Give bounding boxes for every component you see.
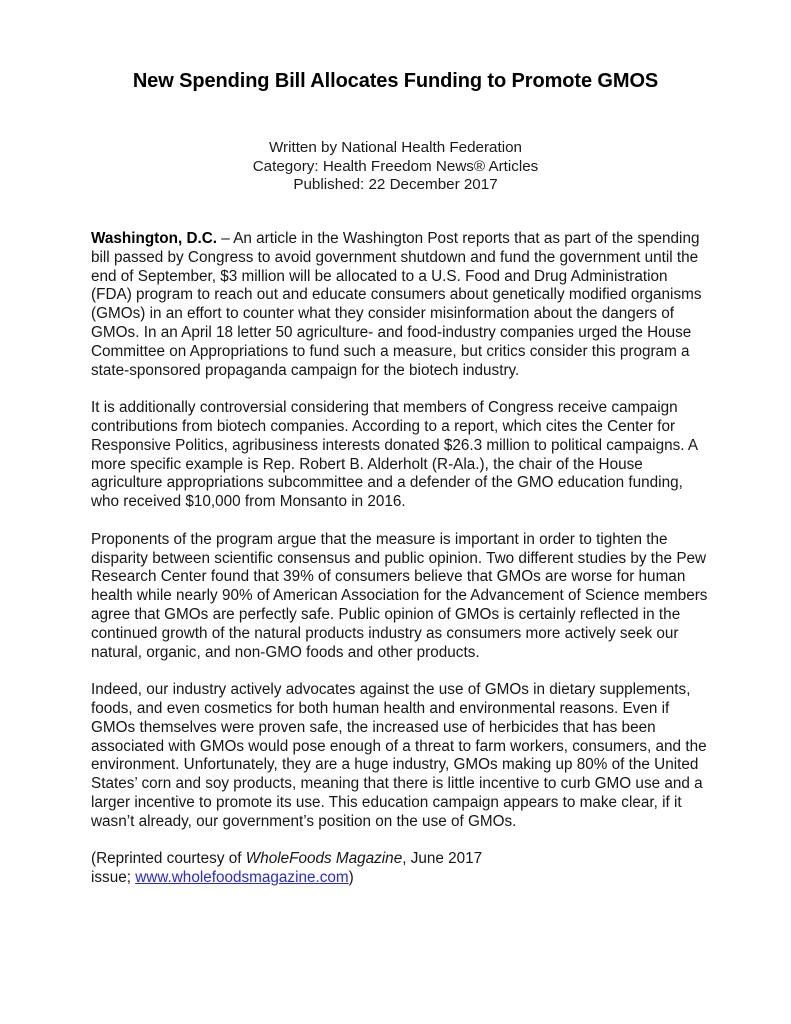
article-body [91,230,709,907]
article-meta [0,139,791,195]
published-date: Published: 22 December 2017 [293,176,498,193]
dateline: Washington, D.C. [91,230,218,247]
paragraph-1 [91,230,709,380]
magazine-link[interactable]: www.wholefoodsmagazine.com [135,869,349,887]
paragraph-4: Indeed, our industry actively advocates against the use of GMOs in dietary supplements, foods, and even cosmetics for both human health and environmental reasons. Even if GMOs themselves were proven safe, the increased use of herbicides that has been associated with GMOs would pose enough of a threat to farm workers, consumers, and the environment. Unfortunately, they are a huge industry, GMOs making up 80% of the United States’ corn and soy products, meaning that there is little incentive to curb GMO use and a larger incentive to promote its use. This education campaign appears to make clear, if it wasn’t already, our government’s position on the use of GMOs. [91,681,707,830]
paragraph-2: It is additionally controversial considering that members of Congress receive campaign contributions from biotech companies. According to a report, which cites the Center for Responsive Politics, agribusiness interests donated $26.3 million to political campaigns. A more specific example is Rep. Robert B. Alderholt (R-Ala.), the chair of the House agriculture appropriations subcommittee and a defender of the GMO education funding, who received $10,000 from Monsanto in 2016. [91,399,698,511]
paragraph-3: Proponents of the program argue that the measure is important in order to tighten the disparity between scientific consensus and public opinion. Two different studies by the Pew Research Center found that 39% of consumers believe that GMOs are worse for human health while nearly 90% of American Association for the Advancement of Science members agree that GMOs are perfectly safe. Public opinion of GMOs is certainly reflected in the continued growth of the natural products industry as consumers more actively seek our natural, organic, and non-GMO foods and other products. [91,530,708,661]
article-title: New Spending Bill Allocates Funding to Promote GMOS [132,70,659,92]
reprint-credit: (Reprinted courtesy of WholeFoods Magazine, June 2017 issue; www.wholefoodsmagazine.com) [91,850,483,887]
category-value: Health Freedom News® Articles [322,157,539,175]
magazine-name: WholeFoods Magazine [245,850,403,868]
category-line [0,158,791,177]
paragraph-1-text: – An article in the Washington Post reports that as part of the spending bill passed by Congress to avoid government shutdown and fund the government until the end of September, $3 million will be allocated to a U.S. Food and Drug Administration (FDA) program to reach out and educate consumers about genetically modified organisms (GMOs) in an effort to counter what they consider misinformation about the dangers of GMOs. In an April 18 letter 50 agriculture- and food-industry companies urged the House Committee on Appropriations to fund such a measure, but critics consider this program a state-sponsored propaganda campaign for the biotech industry. [91,230,702,379]
category-label: Category: [252,157,319,175]
byline: Written by National Health Federation [269,139,522,156]
